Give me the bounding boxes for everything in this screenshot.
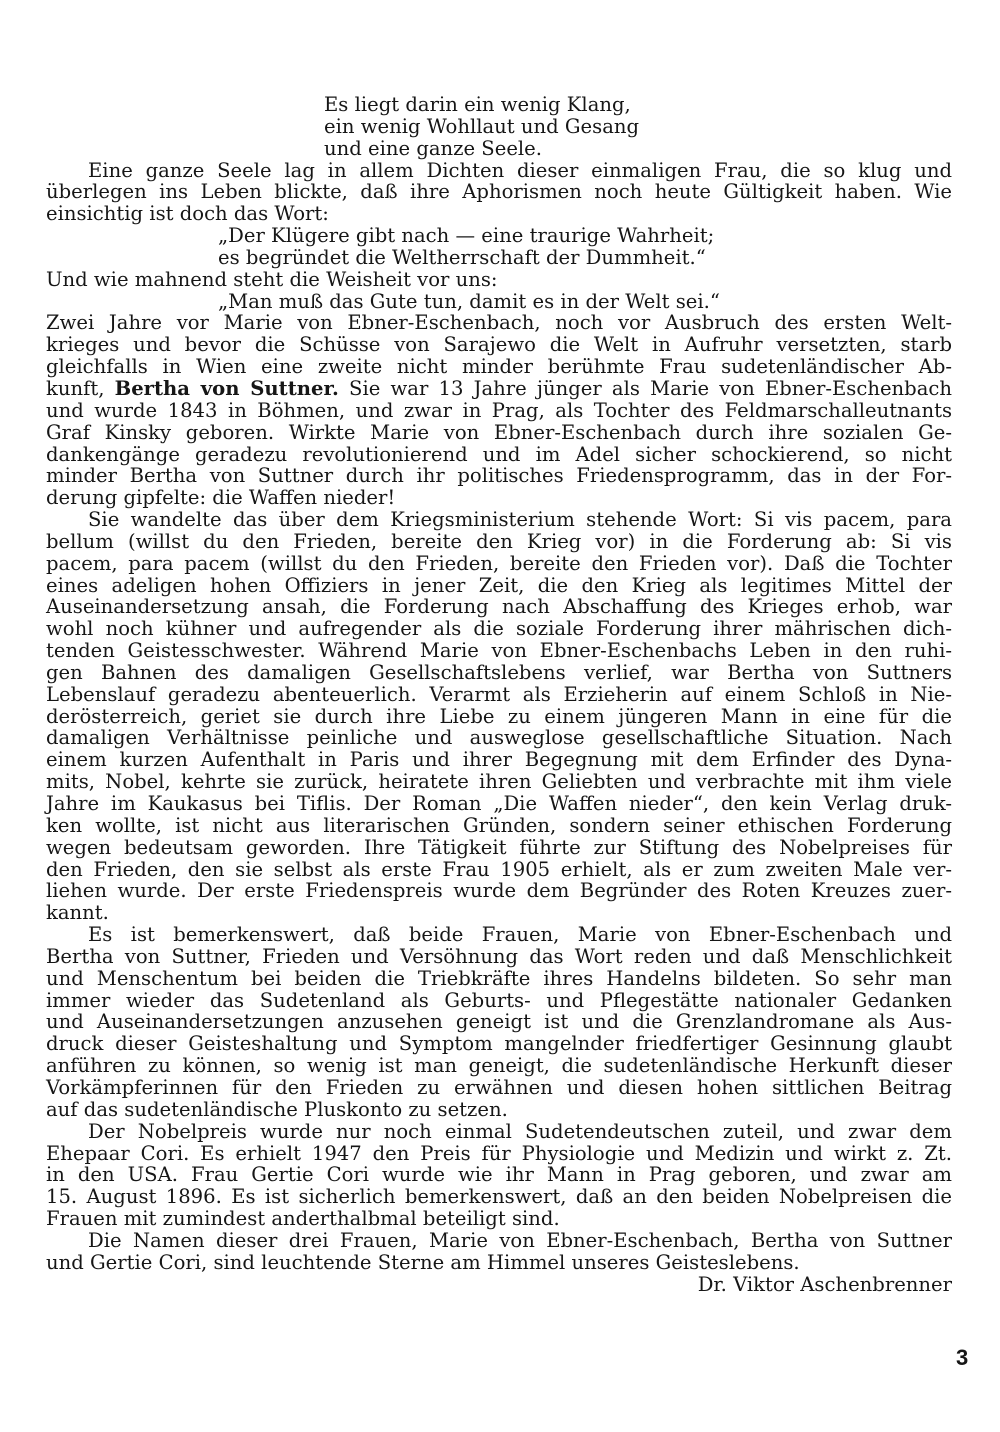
paragraph-line: Sie wandelte das über dem Kriegsministerium stehende Wort: Si vis pacem, para xyxy=(88,508,952,532)
paragraph-line: immer wieder das Sudetenland als Geburts- und Pflegestätte nationaler Gedanken xyxy=(46,988,952,1012)
paragraph-line: Eine ganze Seele lag in allem Dichten dieser einmaligen Frau, die so klug und xyxy=(88,158,952,182)
bold-name: Bertha von Suttner. xyxy=(114,376,339,400)
paragraph-line: Und wie mahnend steht die Weisheit vor uns: xyxy=(46,267,498,291)
paragraph-line: gen Bahnen des damaligen Gesellschaftslebens verlief, war Bertha von Suttners xyxy=(46,660,952,684)
paragraph-line: anführen zu können, so wenig ist man geneigt, die sudetenländische Herkunft dieser xyxy=(46,1054,952,1078)
poem-line: ein wenig Wohllaut und Gesang xyxy=(324,114,640,138)
paragraph-line: ken wollte, ist nicht aus literarischen Gründen, sondern seiner ethischen Forderung xyxy=(46,813,952,837)
paragraph-line: und Auseinandersetzungen anzusehen geneigt ist und die Grenzlandromane als Aus- xyxy=(46,1010,952,1034)
text-run: kunft, xyxy=(46,376,115,400)
paragraph-line: damaligen Verhältnisse peinliche und ausweglose gesellschaftliche Situation. Nach xyxy=(46,726,952,750)
paragraph-line: Zwei Jahre vor Marie von Ebner-Eschenbach, noch vor Ausbruch des ersten Welt- xyxy=(46,311,952,335)
quote-line: „Man muß das Gute tun, damit es in der Welt sei.“ xyxy=(218,289,720,313)
paragraph-line: kannt. xyxy=(46,901,109,925)
paragraph-line: druck dieser Geisteshaltung und Symptom mangelnder friedfertiger Gesinnung glaubt xyxy=(46,1032,952,1056)
paragraph-line: und Gertie Cori, sind leuchtende Sterne am Himmel unseres Geisteslebens. xyxy=(46,1250,800,1274)
paragraph-line: 15. August 1896. Es ist sicherlich bemerkenswert, daß an den beiden Nobelpreisen die xyxy=(46,1185,952,1209)
paragraph-line: wegen bedeutsam geworden. Ihre Tätigkeit führte zur Stiftung des Nobelpreises für xyxy=(46,835,952,859)
quote-line: „Der Klügere gibt nach — eine traurige Wahrheit; xyxy=(218,224,715,248)
poem-line: und eine ganze Seele. xyxy=(324,136,543,160)
paragraph-line: überlegen ins Leben blickte, daß ihre Aphorismen noch heute Gültigkeit haben. Wie xyxy=(46,180,952,204)
paragraph-line: krieges und bevor die Schüsse von Sarajewo die Welt in Aufruhr versetzten, starb xyxy=(46,333,952,357)
paragraph-line: in den USA. Frau Gertie Cori wurde wie ihr Mann in Prag geboren, und zwar am xyxy=(46,1163,952,1187)
poem-line: Es liegt darin ein wenig Klang, xyxy=(324,93,631,116)
paragraph-line: minder Bertha von Suttner durch ihr politisches Friedensprogramm, das in der For- xyxy=(46,464,952,488)
page-number: 3 xyxy=(956,1345,969,1370)
paragraph-line: bellum (willst du den Frieden, bereite den Krieg vor) in die Forderung ab: Si vis xyxy=(46,529,952,553)
paragraph-line xyxy=(46,378,952,400)
paragraph-line: Auseinandersetzung ansah, die Forderung nach Abschaffung des Krieges erhob, war xyxy=(46,595,952,619)
paragraph-line: mits, Nobel, kehrte sie zurück, heiratete ihren Geliebten und verbrachte mit ihm viele xyxy=(46,770,952,794)
paragraph-line: derung gipfelte: die Waffen nieder! xyxy=(46,486,396,510)
paragraph-line: tenden Geistesschwester. Während Marie von Ebner-Eschenbachs Leben in den ruhi- xyxy=(46,639,952,663)
paragraph-line: eines adeligen hohen Offiziers in jener Zeit, die den Krieg als legitimes Mittel der xyxy=(46,573,952,597)
paragraph-line: Bertha von Suttner, Frieden und Versöhnung das Wort reden und daß Menschlichkeit xyxy=(46,944,952,968)
paragraph-line: und wurde 1843 in Böhmen, und zwar in Prag, als Tochter des Feldmarschalleutnants xyxy=(46,398,952,422)
paragraph-line: dankengänge geradezu revolutionierend und im Adel sicher schockierend, so nicht xyxy=(46,442,952,466)
paragraph-line: einsichtig ist doch das Wort: xyxy=(46,202,329,226)
paragraph-line: Graf Kinsky geboren. Wirkte Marie von Ebner-Eschenbach durch ihre sozialen Ge- xyxy=(46,420,952,444)
quote-line: es begründet die Weltherrschaft der Dummheit.“ xyxy=(218,245,706,269)
paragraph-line: Vorkämpferinnen für den Frieden zu erwähnen und diesen hohen sittlichen Beitrag xyxy=(46,1075,952,1099)
paragraph-line: auf das sudetenländische Pluskonto zu setzen. xyxy=(46,1097,508,1121)
paragraph-line: Ehepaar Cori. Es erhielt 1947 den Preis für Physiologie und Medizin und wirkt z. Zt. xyxy=(46,1141,952,1165)
paragraph-line: einem kurzen Aufenthalt in Paris und ihrer Begegnung mit dem Erfinder des Dyna- xyxy=(46,748,952,772)
paragraph-line: Die Namen dieser drei Frauen, Marie von Ebner-Eschenbach, Bertha von Suttner xyxy=(88,1228,952,1252)
paragraph-line: den Frieden, den sie selbst als erste Frau 1905 erhielt, als er zum zweiten Male ver- xyxy=(46,857,952,881)
author-signature: Dr. Viktor Aschenbrenner xyxy=(697,1272,952,1296)
article-body xyxy=(46,94,952,1295)
paragraph-line: Es ist bemerkenswert, daß beide Frauen, Marie von Ebner-Eschenbach und xyxy=(88,923,952,947)
paragraph-line: pacem, para pacem (willst du den Frieden, bereite den Frieden vor). Daß die Tochter xyxy=(46,551,952,575)
text-run: Sie war 13 Jahre jünger als Marie von Ebner-Eschenbach xyxy=(338,376,952,400)
paragraph-line: derösterreich, geriet sie durch ihre Liebe zu einem jüngeren Mann in eine für die xyxy=(46,704,952,728)
paragraph-line: Jahre im Kaukasus bei Tiflis. Der Roman „Die Waffen nieder“, den kein Verlag druk- xyxy=(46,792,952,815)
paragraph-line: gleichfalls in Wien eine zweite nicht minder berühmte Frau sudetenländischer Ab- xyxy=(46,355,952,379)
paragraph-line: wohl noch kühner und aufregender als die soziale Forderung ihrer mährischen dich- xyxy=(46,617,952,641)
paragraph-line: liehen wurde. Der erste Friedenspreis wurde dem Begründer des Roten Kreuzes zuer- xyxy=(46,879,952,903)
paragraph-line: Der Nobelpreis wurde nur noch einmal Sudetendeutschen zuteil, und zwar dem xyxy=(88,1119,952,1143)
paragraph-line: Lebenslauf geradezu abenteuerlich. Verarmt als Erzieherin auf einem Schloß in Nie- xyxy=(46,682,952,706)
paragraph-line: Frauen mit zumindest anderthalbmal beteiligt sind. xyxy=(46,1207,560,1231)
paragraph-line: und Menschentum bei beiden die Triebkräfte ihres Handelns bildeten. So sehr man xyxy=(46,966,952,990)
